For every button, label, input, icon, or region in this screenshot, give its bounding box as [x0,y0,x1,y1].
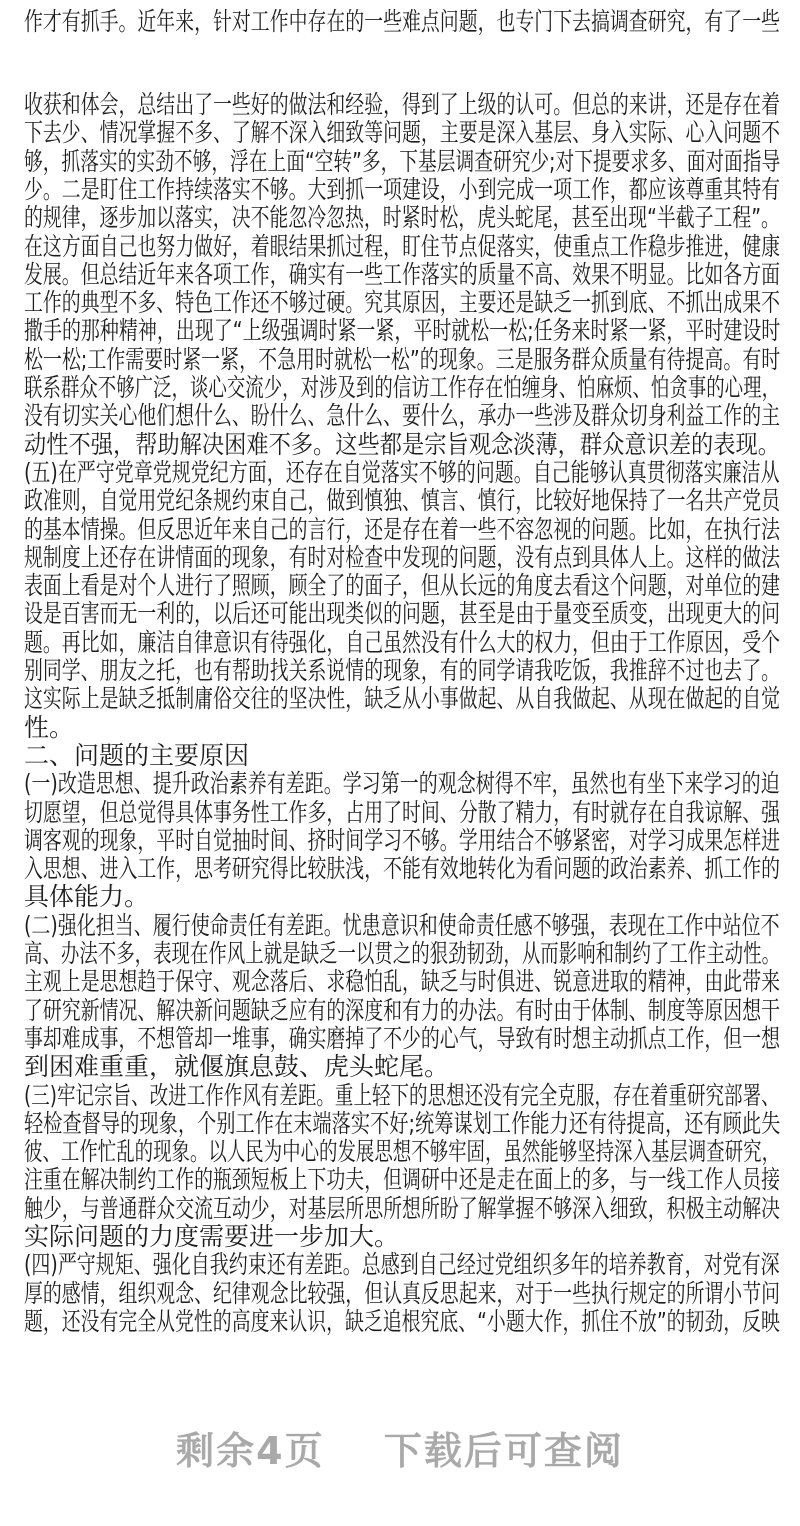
text-line: (二)强化担当、履行使命责任有差距。忧患意识和使命责任感不够强，表现在工作中站位不 [24,910,780,940]
text-line: 二、问题的主要原因 [24,740,250,770]
text-line: 高、办法不多，表现在作风上就是缺乏一以贯之的狠劲韧劲，从而影响和制约了工作主动性。 [24,939,781,968]
text-line: 动性不强，帮助解决困难不多。这些都是宗旨观念淡薄，群众意识差的表现。 [24,429,781,459]
text-line: 松一松;工作需要时紧一紧，不急用时就松一松”的现象。三是服务群众质量有待提高。有时 [24,344,781,374]
text-line: 事却难成事，不想管却一堆事，确实磨掉了不少的心气，导致有时想主动抓点工作，但一想 [24,1023,781,1053]
text-line: 轻检查督导的现象，个别工作在末端落实不好;统筹谋划工作能力还有待提高，还有顾此失 [24,1108,781,1138]
text-line: 调客观的现象，平时自觉抽时间、挤时间学习不够。学用结合不够紧密，对学习成果怎样进 [24,825,781,855]
text-line: 厚的感情，组织观念、纪律观念比较强，但认真反思起来，对于一些执行规定的所谓小节问 [24,1278,781,1308]
text-line: 少。二是盯住工作持续落实不够。大到抓一项建设，小到完成一项工作，都应该尊重其特有 [24,174,781,204]
text-line: 的基本情操。但反思近年来自己的言行，还是存在着一些不容忽视的问题。比如，在执行法 [24,514,781,544]
text-line: 到困难重重，就偃旗息鼓、虎头蛇尾。 [24,1052,450,1082]
text-line: 了研究新情况、解决新问题缺乏应有的深度和有力的办法。有时由于体制、制度等原因想干 [24,995,781,1025]
text-line: 注重在解决制约工作的瓶颈短板上下功夫，但调研中还是走在面上的多，与一线工作人员接 [24,1165,781,1195]
text-line: (四)严守规矩、强化自我约束还有差距。总感到自己经过党组织多年的培养教育，对党有深 [24,1250,780,1280]
text-line: 作才有抓手。近年来，针对工作中存在的一些难点问题，也专门下去搞调查研究，有了一些 [24,7,781,36]
text-line: 政准则，自觉用党纪条规约束自己，做到慎独、慎言、慎行，比较好地保持了一名共产党员 [24,486,781,516]
text-line: 没有切实关心他们想什么、盼什么、急什么、要什么，承办一些涉及群众切身利益工作的主 [24,401,781,431]
text-line: 撒手的那种精神，出现了“上级强调时紧一紧，平时就松一松;任务来时紧一紧，平时建设时 [24,316,781,346]
download-hint-label: 下载后可查阅 [383,1429,624,1473]
remaining-pages-label: 剩余4页 [176,1429,325,1473]
text-line: 切愿望，但总觉得具体事务性工作多，占用了时间、分散了精力，有时就存在自我谅解、强 [24,797,781,827]
text-line: 这实际上是缺乏抵制庸俗交往的坚决性，缺乏从小事做起、从自我做起、从现在做起的自觉 [24,684,781,714]
text-line: 设是百害而无一利的，以后还可能出现类似的问题，甚至是由于量变至质变，出现更大的问 [24,599,781,629]
text-line: 题，还没有完全从党性的高度来认识，缺乏追根究底、“小题大作，抓住不放”的韧劲，反映 [24,1306,780,1336]
text-line: 彼、工作忙乱的现象。以人民为中心的发展思想不够牢固，虽然能够坚持深入基层调查研究， [24,1137,781,1167]
text-line: 题。再比如，廉洁自律意识有待强化，自己虽然没有什么大的权力，但由于工作原因，受个 [24,627,781,657]
text-line: 主观上是思想趋于保守、观念落后、求稳怕乱，缺乏与时俱进、锐意进取的精神，由此带来 [24,967,781,997]
text-line: 收获和体会，总结出了一些好的做法和经验，得到了上级的认可。但总的来讲，还是存在着 [24,90,781,119]
text-line: 规制度上还存在讲情面的现象，有时对检查中发现的问题，没有点到具体人上。这样的做法 [24,542,781,572]
text-line: (五)在严守党章党规党纪方面，还存在自觉落实不够的问题。自己能够认真贯彻落实廉洁从 [24,457,780,487]
text-line: 别同学、朋友之托，也有帮助找关系说情的现象，有的同学请我吃饭，我推辞不过也去了。 [24,656,781,685]
text-line: 发展。但总结近年来各项工作，确实有一些工作落实的质量不高、效果不明显。比如各方面 [24,259,781,289]
text-line: 工作的典型不多、特色工作还不够过硬。究其原因，主要还是缺乏一抓到底、不抓出成果不 [24,288,781,318]
text-line: 在这方面自己也努力做好，着眼结果抓过程，盯住节点促落实，使重点工作稳步推进，健康 [24,231,781,261]
text-line: 性。 [24,712,75,742]
download-prompt[interactable] [0,1420,800,1475]
text-line: (三)牢记宗旨、改进工作作风有差距。重上轻下的思想还没有完全克服，存在着重研究部署、 [24,1080,780,1110]
text-line: 触少，与普通群众交流互动少，对基层所思所想所盼了解掌握不够深入细致，积极主动解决 [24,1193,781,1223]
text-line: 具体能力。 [24,882,150,912]
text-line: (一)改造思想、提升政治素养有差距。学习第一的观念树得不牢，虽然也有坐下来学习的迫 [24,769,780,799]
text-line: 够，抓落实的实劲不够，浮在上面“空转”多，下基层调查研究少;对下提要求多、面对面指导 [24,146,781,176]
text-line: 的规律，逐步加以落实，决不能忽冷忽热，时紧时松，虎头蛇尾，甚至出现“半截子工程”。 [24,203,780,233]
text-line: 下去少、情况掌握不多、了解不深入细致等问题，主要是深入基层、身入实际、心入问题不 [24,118,781,148]
text-line: 表面上看是对个人进行了照顾，顾全了的面子，但从长远的角度去看这个问题，对单位的建 [24,571,781,601]
text-line: 实际问题的力度需要进一步加大。 [24,1222,400,1251]
text-line: 入思想、进入工作，思考研究得比较肤浅，不能有效地转化为看问题的政治素养、抓工作的 [24,854,781,884]
text-line: 联系群众不够广泛，谈心交流少，对涉及到的信访工作存在怕缠身、怕麻烦、怕贪事的心理， [24,373,781,402]
